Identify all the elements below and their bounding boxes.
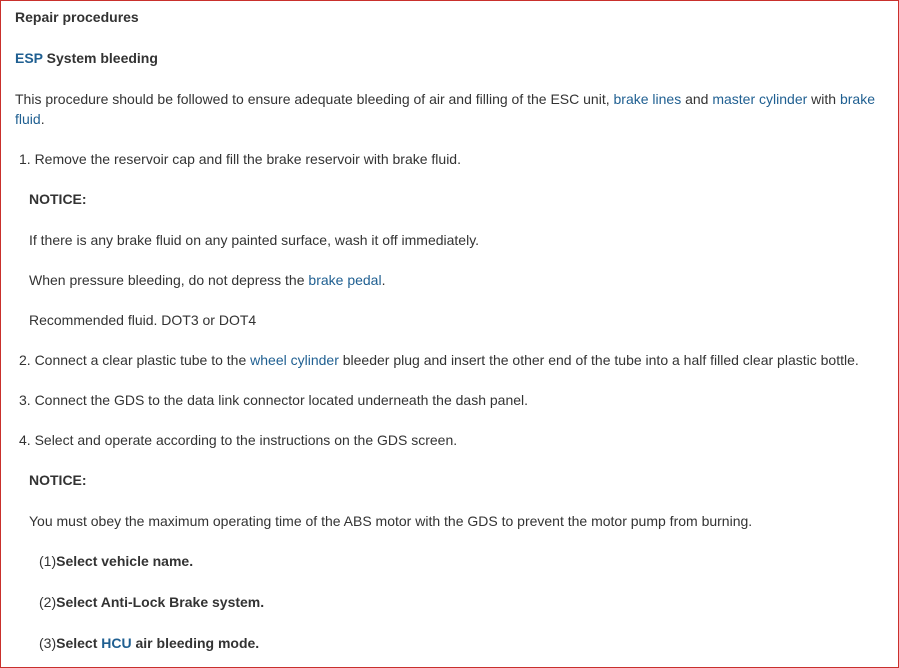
master-cylinder-link[interactable]: master cylinder [712,91,808,107]
page-heading: Repair procedures [15,9,139,25]
brake-fluid-link[interactable]: brake [839,91,875,107]
brake-lines-link[interactable]: brake lines [613,91,682,107]
substep-2-text: Select Anti-Lock Brake system. [56,594,265,610]
step-2-text-b: bleeder plug and insert the other end of the tube into a half filled clear plastic bottle. [338,352,859,368]
substep-3-text-b: air bleeding mode. [131,635,260,651]
intro-text-4: . [40,111,45,127]
hcu-link[interactable]: HCU [101,635,132,651]
section-title-text: System bleeding [42,50,158,66]
wheel-cylinder-link[interactable]: wheel cylinder [250,352,339,368]
section-title [15,48,158,68]
esp-link[interactable]: ESP [15,50,43,66]
intro-paragraph-line2 [15,109,45,129]
notice-1-line-1: If there is any brake fluid on any painted surface, wash it off immediately. [29,232,480,248]
substep-2-number: (2) [39,594,57,610]
intro-text-1: This procedure should be followed to ensure adequate bleeding of air and filling of the ESC unit, [15,91,614,107]
substep-2 [39,592,264,612]
substep-1-number: (1) [39,553,57,569]
notice-1-line-2 [29,270,385,290]
notice-1-line-3: Recommended fluid. DOT3 or DOT4 [29,312,257,328]
step-1: 1. Remove the reservoir cap and fill the brake reservoir with brake fluid. [19,151,461,167]
intro-paragraph-line1 [15,89,875,109]
step-3: 3. Connect the GDS to the data link connector located underneath the dash panel. [19,392,529,408]
step-2-text-a: 2. Connect a clear plastic tube to the [19,352,251,368]
notice-label-2: NOTICE: [29,472,87,488]
notice-1-line-2-text-a: When pressure bleeding, do not depress the [29,272,309,288]
notice-1-line-2-text-b: . [381,272,386,288]
step-4: 4. Select and operate according to the instructions on the GDS screen. [19,432,458,448]
substep-3 [39,633,259,653]
substep-3-number: (3) [39,635,57,651]
brake-fluid-link-cont[interactable]: fluid [15,111,41,127]
substep-1 [39,551,193,571]
intro-text-3: with [807,91,840,107]
substep-1-text: Select vehicle name. [56,553,194,569]
notice-2-line-1: You must obey the maximum operating time of the ABS motor with the GDS to prevent the motor pump from burning. [29,513,753,529]
substep-3-text-a: Select [56,635,102,651]
intro-text-2: and [681,91,713,107]
brake-pedal-link[interactable]: brake pedal [308,272,382,288]
step-2 [19,350,859,370]
notice-label-1: NOTICE: [29,191,87,207]
